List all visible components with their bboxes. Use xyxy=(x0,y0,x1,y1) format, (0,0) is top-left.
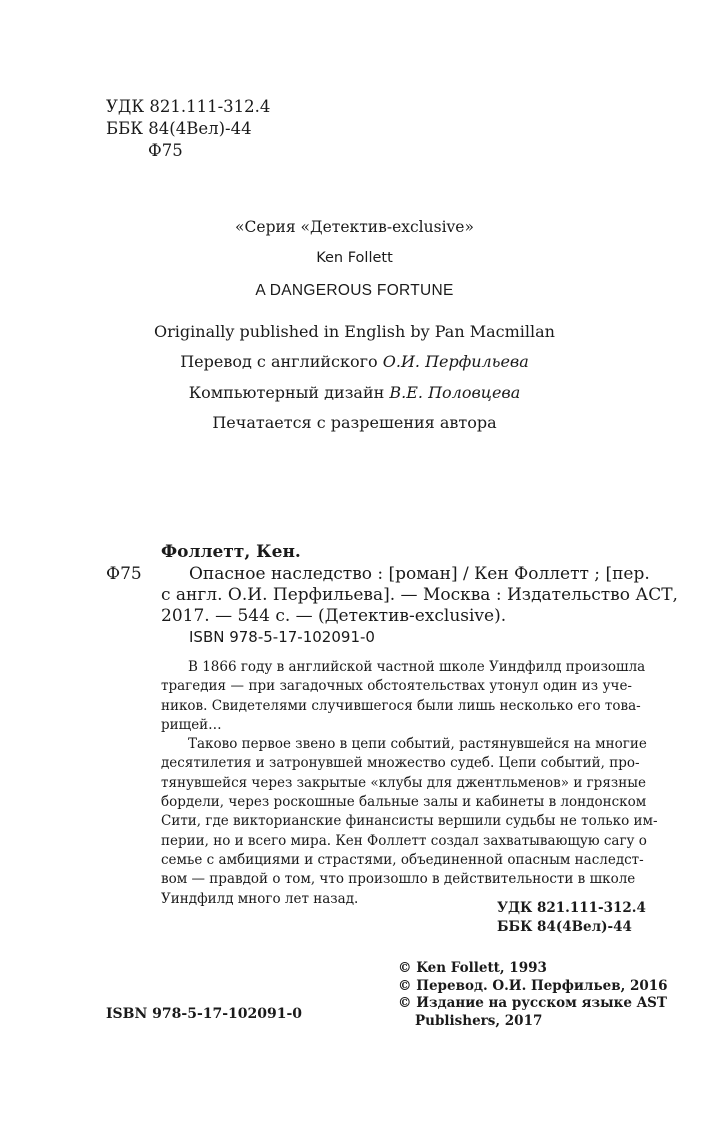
top-classification-codes xyxy=(106,96,270,162)
catalog-code: Ф75 xyxy=(106,564,142,584)
annotation-line: Сити, где викторианские финансисты вершили судьбы не только им- xyxy=(161,813,658,830)
design-credit xyxy=(0,383,709,402)
isbn-bottom: ISBN 978-5-17-102091-0 xyxy=(106,1006,303,1022)
title-en: A DANGEROUS FORTUNE xyxy=(255,282,454,299)
annotation-line: ников. Свидетелями случившегося были лишь несколько его това- xyxy=(161,697,641,714)
annotation-line: рищей… xyxy=(161,716,222,733)
translator-name: О.И. Перфильева xyxy=(382,352,529,371)
annotation xyxy=(161,658,658,909)
udk-code-bottom: УДК 821.111-312.4 xyxy=(497,900,646,916)
original-publisher: Originally published in English by Pan Macmillan xyxy=(154,322,555,341)
catalog-line: 2017. — 544 с. — (Детектив-exclusive). xyxy=(161,606,507,626)
catalog-isbn: ISBN 978-5-17-102091-0 xyxy=(189,628,375,646)
design-prefix: Компьютерный дизайн xyxy=(188,383,390,402)
annotation-line: семье с амбициями и страстями, объединенной опасным наследст- xyxy=(161,851,644,868)
annotation-line: тянувшейся через закрытые «клубы для джентльменов» и грязные xyxy=(161,774,646,791)
author-en: Ken Follett xyxy=(316,250,393,266)
bottom-classification-codes xyxy=(497,899,646,937)
author-mark: Ф75 xyxy=(148,141,183,160)
catalog-line: Опасное наследство : [роман] / Кен Фоллетт ; [пер. xyxy=(189,564,650,584)
designer-name: В.Е. Половцева xyxy=(389,383,521,402)
copyright-edition-cont: Publishers, 2017 xyxy=(415,1012,543,1029)
catalog-line: с англ. О.И. Перфильева]. — Москва : Издательство АСТ, xyxy=(161,585,678,605)
copyright-edition: © Издание на русском языке AST xyxy=(398,995,667,1011)
udk-code: УДК 821.111-312.4 xyxy=(106,97,271,116)
permission-line: Печатается с разрешения автора xyxy=(212,413,497,432)
annotation-line: бордели, через роскошные бальные залы и кабинеты в лондонском xyxy=(161,794,647,811)
copyright-author: © Ken Follett, 1993 xyxy=(398,960,547,976)
catalog-author: Фоллетт, Кен. xyxy=(161,542,301,562)
annotation-line: перии, но и всего мира. Кен Фоллетт создал захватывающую сагу о xyxy=(161,832,647,849)
annotation-line: трагедия — при загадочных обстоятельствах утонул один из уче- xyxy=(161,678,632,695)
annotation-line: Уиндфилд много лет назад. xyxy=(161,890,359,907)
annotation-line: вом — правдой о том, что произошло в действительности в школе xyxy=(161,871,636,888)
annotation-line: Таково первое звено в цепи событий, растянувшейся на многие xyxy=(188,736,647,753)
series-line: «Серия «Детектив-exclusive» xyxy=(235,218,474,236)
catalog-description xyxy=(161,564,678,627)
bbk-code-bottom: ББК 84(4Вел)-44 xyxy=(497,919,632,935)
annotation-line: десятилетия и затронувшей множество судеб. Цепи событий, про- xyxy=(161,755,640,772)
translation-credit xyxy=(0,352,709,371)
bbk-code: ББК 84(4Вел)-44 xyxy=(106,119,252,138)
copyright-translation: © Перевод. О.И. Перфильев, 2016 xyxy=(398,977,668,994)
annotation-line: В 1866 году в английской частной школе Уиндфилд произошла xyxy=(188,659,646,675)
translation-prefix: Перевод с английского xyxy=(180,352,383,371)
copyright-notices xyxy=(398,960,668,1030)
